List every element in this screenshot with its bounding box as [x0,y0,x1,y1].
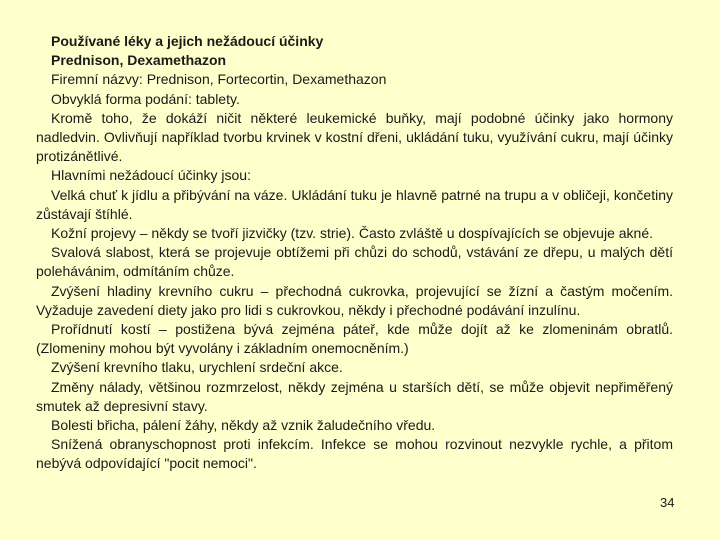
paragraph: Prořídnutí kostí – postižena bývá zejména páteř, kde může dojít až ke zlomeninám obratlů. (Zlomeniny mohou být vyvolány i základním onemocněním.) [36,321,673,357]
paragraph: Firemní názvy: Prednison, Fortecortin, Dexamethazon [51,71,387,88]
paragraph: Snížená obranyschopnost proti infekcím. Infekce se mohou rozvinout nezvykle rychle, a přitom nebývá odpovídající "pocit nemoci". [36,436,673,472]
paragraph: Obvyklá forma podání: tablety. [51,90,240,107]
paragraph: Velká chuť k jídlu a přibývání na váze. Ukládání tuku je hlavně patrné na trupu a v obličeji, končetiny zůstávají štíhlé. [36,186,673,222]
paragraph: Kožní projevy – někdy se tvoří jizvičky (tzv. strie). Často zvláště u dospívajících se objevuje akné. [51,225,653,242]
slide-content [36,32,673,474]
paragraph: Hlavními nežádoucí účinky jsou: [51,167,251,184]
paragraph: Zvýšení krevního tlaku, urychlení srdeční akce. [51,359,343,376]
slide-subtitle: Prednison, Dexamethazon [51,52,227,69]
paragraph: Změny nálady, většinou rozmrzelost, někdy zejména u starších dětí, se může objevit nepřiměřený smutek až depresivní stavy. [36,378,673,414]
paragraph: Zvýšení hladiny krevního cukru – přechodná cukrovka, projevující se žízní a častým močením. Vyžaduje zavedení diety jako pro lidi s cukrovkou, někdy i přechodné podávání inzulínu. [36,282,673,318]
slide-title: Používané léky a jejich nežádoucí účinky [51,33,324,49]
paragraph: Svalová slabost, která se projevuje obtížemi při chůzi do schodů, vstávání ze dřepu, u malých dětí polehávánim, odmítáním chůze. [36,244,673,280]
page-number: 34 [660,495,675,510]
paragraph: Bolesti břicha, pálení žáhy, někdy až vznik žaludečního vředu. [51,417,436,434]
paragraph: Kromě toho, že dokáží ničit některé leukemické buňky, mají podobné účinky jako hormony nadledvin. Ovlivňují například tvorbu krvinek v kostní dřeni, ukládání tuku, využívání cukru, mají účinky protizánětlivé. [36,109,673,165]
